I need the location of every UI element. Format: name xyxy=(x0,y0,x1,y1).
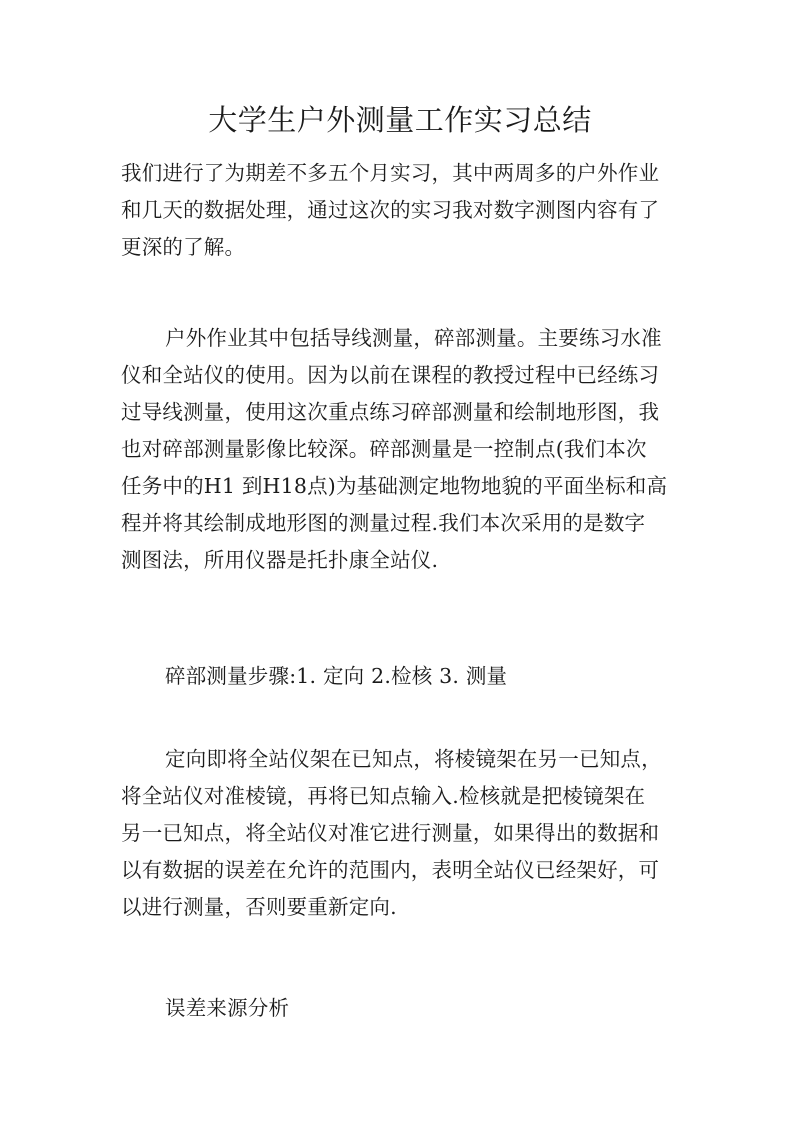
text-line: 也对碎部测量影像比较深。碎部测量是一控制点(我们本次 xyxy=(121,437,647,461)
text-line: 仪和全站仪的使用。因为以前在课程的教授过程中已经练习 xyxy=(121,363,660,387)
text-line: 以进行测量，否则要重新定向. xyxy=(121,895,397,919)
text-line: 程并将其绘制成地形图的测量过程.我们本次采用的是数字 xyxy=(121,511,646,535)
text-line: 测图法，所用仪器是托扑康全站仪. xyxy=(121,548,439,572)
text-line: 更深的了解。 xyxy=(121,235,246,259)
paragraph-error-heading xyxy=(121,990,689,1027)
text-line: 以有数据的误差在允许的范围内，表明全站仪已经架好，可 xyxy=(121,858,660,882)
text-line: 任务中的H1 到H18点)为基础测定地物地貌的平面坐标和高 xyxy=(121,474,668,498)
text-line: 碎部测量步骤:1. 定向 2.检核 3. 测量 xyxy=(165,664,508,688)
text-line: 和几天的数据处理，通过这次的实习我对数字测图内容有了 xyxy=(121,198,660,222)
paragraph-steps xyxy=(121,658,689,695)
text-line: 过导线测量，使用这次重点练习碎部测量和绘制地形图，我 xyxy=(121,400,660,424)
paragraph-intro xyxy=(121,155,689,266)
paragraph-orientation xyxy=(121,741,689,926)
paragraph-field-work xyxy=(121,320,689,579)
text-line: 将全站仪对准棱镜，再将已知点输入.检核就是把棱镜架在 xyxy=(121,784,646,808)
text-line: 另一已知点，将全站仪对准它进行测量，如果得出的数据和 xyxy=(121,821,660,845)
text-line: 误差来源分析 xyxy=(165,996,290,1020)
text-line: 户外作业其中包括导线测量，碎部测量。主要练习水准 xyxy=(165,326,662,350)
text-line: 定向即将全站仪架在已知点，将棱镜架在另一已知点， xyxy=(165,747,662,771)
text-line: 我们进行了为期差不多五个月实习，其中两周多的户外作业 xyxy=(121,161,660,185)
document-title: 大学生户外测量工作实习总结 xyxy=(208,103,592,137)
